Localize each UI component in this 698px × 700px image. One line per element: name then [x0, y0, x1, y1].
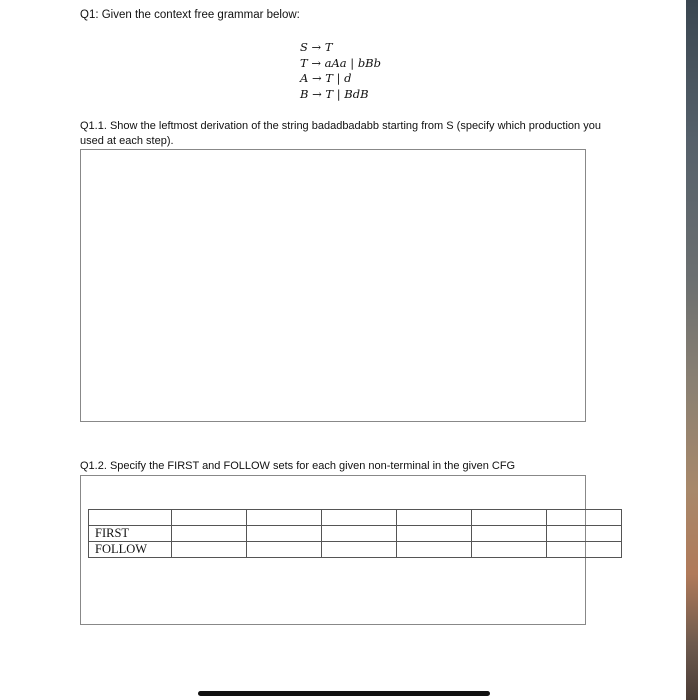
- follow-label: FOLLOW: [89, 542, 172, 558]
- table-cell[interactable]: [547, 542, 622, 558]
- table-row-follow: [89, 542, 622, 558]
- table-cell[interactable]: [247, 526, 322, 542]
- background-edge-strip: [686, 0, 698, 700]
- table-row-header: [89, 510, 622, 526]
- table-cell[interactable]: [397, 542, 472, 558]
- question-title: Q1: Given the context free grammar below:: [80, 9, 300, 21]
- table-cell[interactable]: [397, 510, 472, 526]
- table-cell[interactable]: [322, 510, 397, 526]
- table-cell[interactable]: [89, 510, 172, 526]
- first-follow-table: [88, 509, 622, 558]
- table-cell[interactable]: [247, 542, 322, 558]
- subquestion-1-2-prompt: Q1.2. Specify the FIRST and FOLLOW sets for each given non-terminal in the given CFG: [80, 460, 516, 472]
- table-row-first: [89, 526, 622, 542]
- table-cell[interactable]: [472, 510, 547, 526]
- production-t: T → aAa | bBb: [300, 55, 381, 70]
- grammar-productions: [300, 40, 381, 102]
- table-cell[interactable]: [322, 526, 397, 542]
- production-s: S → T: [300, 40, 333, 54]
- table-cell[interactable]: [397, 526, 472, 542]
- home-indicator-bar[interactable]: [198, 691, 490, 696]
- table-cell[interactable]: [322, 542, 397, 558]
- table-cell[interactable]: [172, 510, 247, 526]
- table-cell[interactable]: [472, 542, 547, 558]
- subquestion-1-1-prompt: Q1.1. Show the leftmost derivation of the string badadbadabb starting from S (specify which production you used at each step).: [80, 120, 601, 147]
- first-label: FIRST: [89, 526, 172, 542]
- table-cell[interactable]: [172, 526, 247, 542]
- production-b: B → T | BdB: [300, 86, 369, 101]
- table-cell[interactable]: [472, 526, 547, 542]
- table-cell[interactable]: [547, 526, 622, 542]
- derivation-answer-box[interactable]: [80, 149, 586, 422]
- table-cell[interactable]: [547, 510, 622, 526]
- production-a: A → T | d: [300, 71, 352, 85]
- table-cell[interactable]: [172, 542, 247, 558]
- table-cell[interactable]: [247, 510, 322, 526]
